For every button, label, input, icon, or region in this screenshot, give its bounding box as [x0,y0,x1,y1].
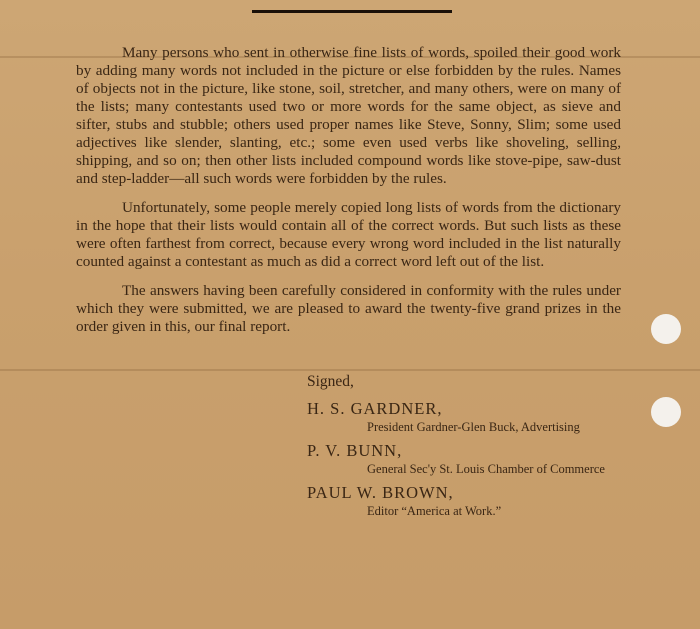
punch-hole [651,397,681,427]
signer-title: General Sec'y St. Louis Chamber of Commerce [367,462,605,476]
paper-fold-line [0,369,700,371]
signer-name: PAUL W. BROWN, [307,483,454,502]
body-text [76,44,621,347]
signature-block [307,372,647,525]
paragraph: Unfortunately, some people merely copied long lists of words from the dictionary in the hope that their lists would contain all of the correct words. But such lists as these were often farthest from correct, because every wrong word included in the list naturally counted against a contestant as much as did a correct word left out of the list. [76,199,621,270]
paragraph: Many persons who sent in otherwise fine lists of words, spoiled their good work by adding many words not included in the picture or else forbidden by the rules. Names of objects not in the picture, like stone, soil, stretcher, and many others, were on many of the lists; many contestants used two or more words for the same object, as sieve and sifter, stubs and stubble; others used proper names like Steve, Sonny, Slim; some used adjectives like slender, slanting, etc.; some even used verbs like shoveling, selling, shipping, and so on; then other lists included compound words like stove-pipe, saw-dust and step-ladder—all such words were forbidden by the rules. [76,44,621,187]
top-rule [252,10,452,13]
signed-label: Signed, [307,373,354,390]
punch-hole [651,314,681,344]
paragraph: The answers having been carefully considered in conformity with the rules under which they were submitted, we are pleased to award the twenty-five grand prizes in the order given in this, our final report. [76,282,621,335]
signer-title: President Gardner-Glen Buck, Advertising [367,420,580,434]
signer-title: Editor “America at Work.” [367,504,502,518]
signer-name: H. S. GARDNER, [307,399,443,418]
signer-name: P. V. BUNN, [307,441,403,460]
